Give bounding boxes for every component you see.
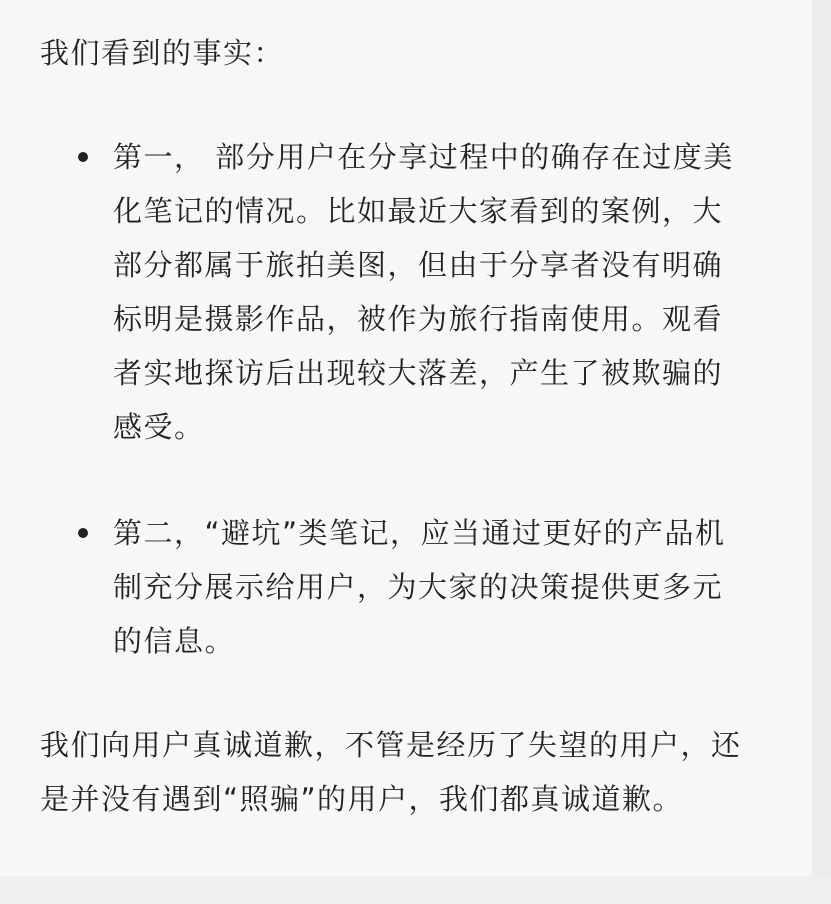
page-edge [812, 0, 831, 904]
bottom-strip [0, 876, 831, 904]
facts-list [40, 130, 752, 668]
fact-two-text: 第二，“避坑”类笔记，应当通过更好的产品机制充分展示给用户，为大家的决策提供更多元的信息。 [113, 516, 726, 658]
apology-paragraph: 我们向用户真诚道歉，不管是经历了失望的用户，还是并没有遇到“照骗”的用户，我们都真诚道歉。 [40, 728, 742, 816]
list-item [40, 130, 752, 454]
list-item [40, 506, 752, 668]
bullet-icon [78, 152, 88, 162]
facts-heading: 我们看到的事实： [40, 36, 285, 70]
fact-one-text: 第一， 部分用户在分享过程中的确存在过度美化笔记的情况。比如最近大家看到的案例，大部分都属于旅拍美图，但由于分享者没有明确标明是摄影作品，被作为旅行指南使用。观看者实地探访后出现较大落差，产生了被欺骗的感受。 [113, 140, 734, 444]
bullet-icon [78, 528, 88, 538]
